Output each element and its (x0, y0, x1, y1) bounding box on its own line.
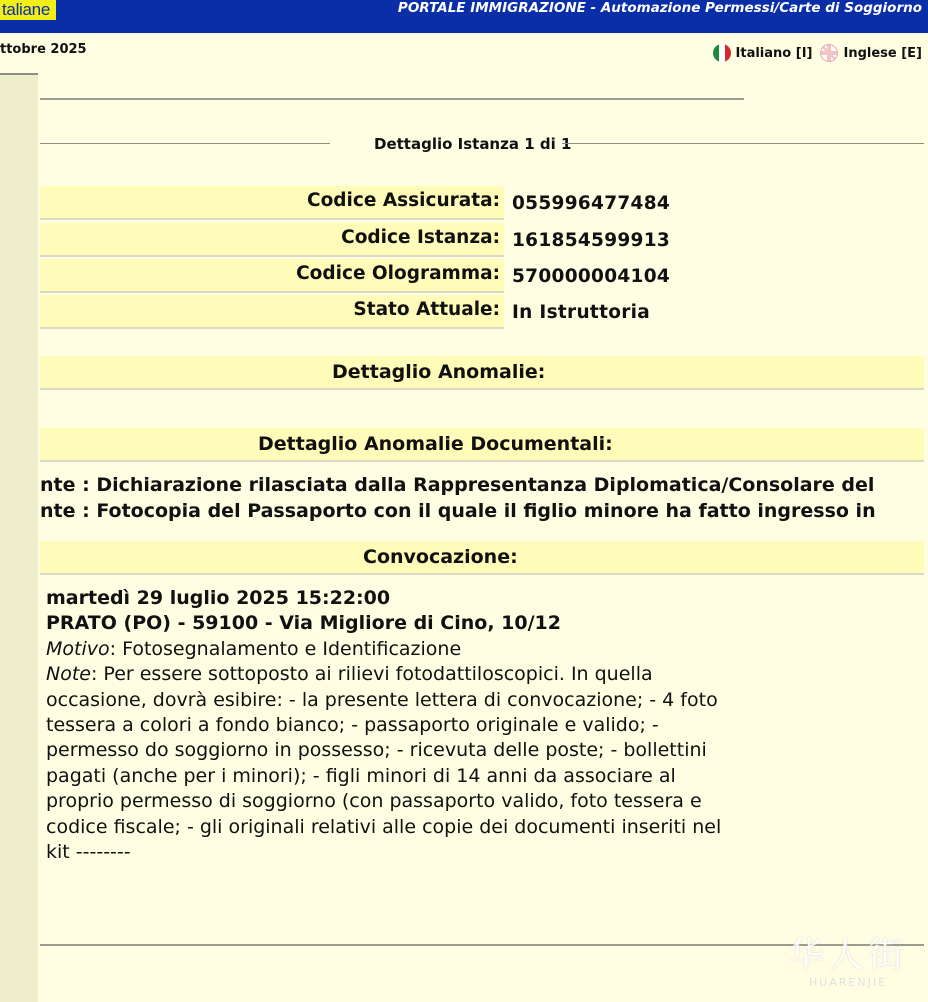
convocazione-motivo (46, 637, 906, 662)
language-english-label: Inglese [E] (843, 45, 922, 61)
detail-title: Dettaglio Istanza 1 di 1 (374, 135, 572, 153)
field-label: Codice Assicurata: (307, 190, 500, 211)
italy-flag-icon (713, 44, 731, 62)
section-convocazione (40, 541, 924, 575)
section-title-anomalie-documentali: Dettaglio Anomalie Documentali: (258, 433, 613, 455)
note-line: proprio permesso di soggiorno (con passaporto valido, foto tessera e (46, 790, 702, 813)
top-header-bar (0, 0, 928, 33)
field-value-codice-ologramma: 570000004104 (512, 266, 671, 287)
field-row-codice-assicurata (40, 186, 504, 220)
legend-line-right (562, 143, 924, 144)
top-divider (40, 98, 744, 100)
note-label: Note (46, 663, 91, 686)
watermark-logo: 华人街 (787, 935, 908, 976)
uk-flag-icon (820, 44, 838, 62)
note-line: pagati (anche per i minori); - figli minori di 14 anni da associare al (46, 764, 676, 787)
convocazione-note (46, 662, 906, 865)
legend-line-left (40, 143, 330, 144)
note-line: permesso do soggiorno in possesso; - ricevuta delle poste; - bollettini (46, 739, 707, 762)
field-value-stato-attuale: In Istruttoria (512, 302, 651, 323)
note-line: kit -------- (46, 841, 131, 864)
note-line: codice fiscale; - gli originali relativi alle copie dei documenti inseriti nel (46, 815, 722, 838)
convocazione-address: PRATO (PO) - 59100 - Via Migliore di Cino, 10/12 (46, 612, 561, 635)
field-label: Stato Attuale: (353, 299, 500, 320)
field-value-codice-assicurata: 055996477484 (512, 193, 671, 214)
detail-fieldset-header (40, 134, 924, 154)
current-date: ttobre 2025 (0, 42, 87, 57)
section-dettaglio-anomalie (40, 356, 924, 390)
language-selector (709, 44, 922, 62)
anomaly-item: nte : Dichiarazione rilasciata dalla Rappresentanza Diplomatica/Consolare del (40, 474, 875, 496)
convocazione-datetime: martedì 29 luglio 2025 15:22:00 (46, 587, 391, 609)
convocazione-details (46, 586, 906, 865)
motivo-value: : Fotosegnalamento e Identificazione (109, 637, 462, 660)
field-row-codice-ologramma (40, 259, 504, 293)
field-row-codice-istanza (40, 223, 504, 257)
watermark (778, 936, 918, 994)
note-line: occasione, dovrà esibire: - la presente lettera di convocazione; - 4 foto (46, 688, 718, 711)
field-value-codice-istanza: 161854599913 (512, 230, 671, 251)
note-line: : Per essere sottoposto ai rilievi fotodattiloscopici. In quella (90, 663, 653, 686)
language-english-link[interactable] (820, 44, 922, 62)
anomaly-item: nte : Fotocopia del Passaporto con il quale il figlio minore ha fatto ingresso in (40, 500, 876, 522)
field-label: Codice Ologramma: (296, 263, 500, 284)
site-logo[interactable]: taliane (0, 0, 56, 20)
language-italian-label: Italiano [I] (735, 45, 813, 61)
language-italian-link[interactable] (713, 44, 813, 62)
left-sidebar-strip (0, 73, 38, 1002)
field-row-stato-attuale (40, 295, 504, 329)
field-label: Codice Istanza: (341, 227, 500, 248)
watermark-text: HUARENJIE (808, 976, 888, 989)
portal-title: PORTALE IMMIGRAZIONE - Automazione Permessi/Carte di Soggiorno (397, 0, 922, 16)
section-title-anomalie: Dettaglio Anomalie: (332, 361, 546, 383)
section-title-convocazione: Convocazione: (363, 546, 518, 568)
section-dettaglio-anomalie-documentali (40, 428, 924, 462)
motivo-label: Motivo (46, 637, 110, 660)
note-line: tessera a colori a fondo bianco; - passaporto originale e valido; - (46, 714, 659, 737)
